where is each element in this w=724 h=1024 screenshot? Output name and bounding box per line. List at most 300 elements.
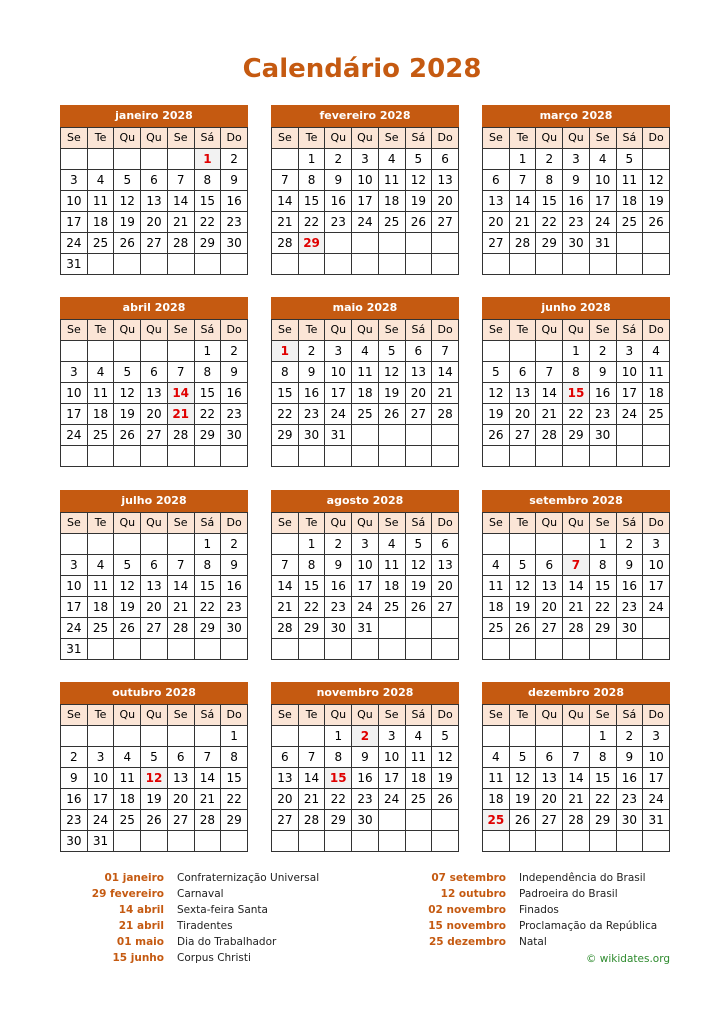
- day-cell: 3: [352, 149, 379, 170]
- holiday-name: Tiradentes: [177, 920, 233, 932]
- day-cell: 17: [325, 383, 352, 404]
- day-cell: 22: [298, 597, 325, 618]
- weekday-header: Sá: [616, 128, 643, 149]
- day-cell: 14: [272, 576, 299, 597]
- day-cell: 8: [589, 747, 616, 768]
- month-title: abril 2028: [60, 297, 248, 319]
- weekday-header: Qu: [563, 513, 590, 534]
- weekday-header: Se: [483, 705, 510, 726]
- day-cell: [114, 726, 141, 747]
- day-cell: 20: [483, 212, 510, 233]
- day-cell: 23: [352, 789, 379, 810]
- month-calendar: [60, 105, 248, 275]
- weekday-header: Qu: [536, 513, 563, 534]
- weekday-header: Sá: [616, 705, 643, 726]
- weekday-header: Se: [272, 128, 299, 149]
- day-cell: 23: [616, 789, 643, 810]
- day-cell: [483, 254, 510, 275]
- day-cell: [114, 446, 141, 467]
- day-cell: 30: [221, 425, 248, 446]
- day-cell: 22: [589, 789, 616, 810]
- month-calendar: [482, 105, 670, 275]
- day-cell: 11: [378, 555, 405, 576]
- day-cell: 22: [536, 212, 563, 233]
- day-cell: [405, 639, 432, 660]
- day-cell: [298, 831, 325, 852]
- weekday-header: Te: [298, 128, 325, 149]
- holiday-name: Sexta-feira Santa: [177, 904, 268, 916]
- day-cell: 15: [298, 191, 325, 212]
- day-cell: 28: [167, 618, 194, 639]
- day-cell: 9: [616, 747, 643, 768]
- day-cell: [114, 639, 141, 660]
- weekday-header: Qu: [352, 513, 379, 534]
- day-cell: 8: [221, 747, 248, 768]
- day-cell: [194, 254, 221, 275]
- day-cell: 8: [536, 170, 563, 191]
- weekday-header: Se: [61, 128, 88, 149]
- day-cell: 31: [325, 425, 352, 446]
- weekday-header: Sá: [194, 705, 221, 726]
- weekday-header: Sá: [405, 705, 432, 726]
- day-cell: 5: [509, 747, 536, 768]
- day-cell: 2: [616, 534, 643, 555]
- weekday-header: Qu: [352, 128, 379, 149]
- day-cell: [141, 726, 168, 747]
- day-cell: [194, 639, 221, 660]
- day-cell: 29: [298, 618, 325, 639]
- day-cell: 10: [643, 555, 670, 576]
- day-cell: 14: [194, 768, 221, 789]
- day-cell: 3: [325, 341, 352, 362]
- day-cell: [378, 254, 405, 275]
- day-cell: 30: [221, 618, 248, 639]
- day-cell: 27: [483, 233, 510, 254]
- day-cell: [405, 618, 432, 639]
- day-cell: 4: [352, 341, 379, 362]
- month-table: [271, 319, 459, 467]
- month-calendar: [482, 490, 670, 660]
- day-cell: [114, 341, 141, 362]
- day-cell: 5: [483, 362, 510, 383]
- day-cell: 4: [643, 341, 670, 362]
- day-cell: 9: [221, 362, 248, 383]
- day-cell: [167, 254, 194, 275]
- day-cell: 24: [352, 212, 379, 233]
- day-cell: 26: [643, 212, 670, 233]
- month-title: janeiro 2028: [60, 105, 248, 127]
- day-cell: 3: [61, 555, 88, 576]
- day-cell: [167, 341, 194, 362]
- day-cell: 23: [563, 212, 590, 233]
- month-calendar: [271, 105, 459, 275]
- day-cell: [378, 831, 405, 852]
- weekday-header: Qu: [563, 128, 590, 149]
- day-cell: [616, 254, 643, 275]
- day-cell: 28: [509, 233, 536, 254]
- day-cell: 15: [589, 768, 616, 789]
- holiday-name: Padroeira do Brasil: [519, 888, 618, 900]
- day-cell: 30: [298, 425, 325, 446]
- weekday-header: Sá: [405, 128, 432, 149]
- day-cell: [589, 446, 616, 467]
- day-cell: 23: [325, 597, 352, 618]
- day-cell: 12: [509, 768, 536, 789]
- day-cell: 13: [141, 383, 168, 404]
- day-cell: 21: [563, 597, 590, 618]
- day-cell: 2: [616, 726, 643, 747]
- month-title: junho 2028: [482, 297, 670, 319]
- day-cell: 12: [141, 768, 168, 789]
- day-cell: 25: [87, 233, 114, 254]
- day-cell: 28: [167, 425, 194, 446]
- day-cell: 2: [536, 149, 563, 170]
- day-cell: 11: [616, 170, 643, 191]
- day-cell: 20: [536, 597, 563, 618]
- day-cell: [405, 810, 432, 831]
- day-cell: 10: [616, 362, 643, 383]
- day-cell: 10: [61, 383, 88, 404]
- day-cell: 21: [272, 212, 299, 233]
- day-cell: 27: [536, 810, 563, 831]
- holiday-row: [0, 902, 724, 918]
- day-cell: 9: [325, 170, 352, 191]
- month-table: [482, 127, 670, 275]
- day-cell: 4: [589, 149, 616, 170]
- holiday-row: [0, 870, 724, 886]
- day-cell: [352, 831, 379, 852]
- day-cell: 4: [378, 534, 405, 555]
- day-cell: [352, 425, 379, 446]
- day-cell: 13: [536, 768, 563, 789]
- day-cell: 8: [298, 170, 325, 191]
- day-cell: 20: [536, 789, 563, 810]
- day-cell: 17: [61, 404, 88, 425]
- day-cell: 12: [114, 191, 141, 212]
- holiday-date: 02 novembro: [428, 904, 506, 916]
- day-cell: 7: [536, 362, 563, 383]
- day-cell: [194, 446, 221, 467]
- day-cell: [221, 446, 248, 467]
- day-cell: 26: [509, 618, 536, 639]
- day-cell: 26: [483, 425, 510, 446]
- day-cell: 9: [298, 362, 325, 383]
- day-cell: 14: [432, 362, 459, 383]
- day-cell: 5: [405, 534, 432, 555]
- month-calendar: [60, 490, 248, 660]
- day-cell: [221, 831, 248, 852]
- weekday-header: Te: [509, 128, 536, 149]
- day-cell: [589, 254, 616, 275]
- day-cell: 18: [483, 597, 510, 618]
- day-cell: 5: [114, 362, 141, 383]
- day-cell: 12: [405, 170, 432, 191]
- day-cell: 31: [643, 810, 670, 831]
- day-cell: 17: [61, 212, 88, 233]
- day-cell: 29: [325, 810, 352, 831]
- day-cell: 29: [589, 810, 616, 831]
- day-cell: 29: [298, 233, 325, 254]
- month-calendar: [271, 297, 459, 467]
- month-table: [271, 704, 459, 852]
- month-table: [482, 704, 670, 852]
- month-table: [60, 127, 248, 275]
- day-cell: [432, 639, 459, 660]
- day-cell: 20: [509, 404, 536, 425]
- day-cell: [352, 446, 379, 467]
- day-cell: 15: [325, 768, 352, 789]
- day-cell: 8: [325, 747, 352, 768]
- day-cell: [352, 254, 379, 275]
- day-cell: 19: [114, 212, 141, 233]
- day-cell: 9: [221, 170, 248, 191]
- month-title: maio 2028: [271, 297, 459, 319]
- day-cell: 1: [589, 534, 616, 555]
- day-cell: 21: [536, 404, 563, 425]
- day-cell: 25: [114, 810, 141, 831]
- day-cell: 19: [509, 789, 536, 810]
- day-cell: 11: [87, 191, 114, 212]
- day-cell: 25: [643, 404, 670, 425]
- day-cell: 4: [378, 149, 405, 170]
- weekday-header: Qu: [141, 705, 168, 726]
- day-cell: [167, 831, 194, 852]
- day-cell: 5: [509, 555, 536, 576]
- day-cell: [536, 254, 563, 275]
- day-cell: 15: [221, 768, 248, 789]
- weekday-header: Do: [643, 705, 670, 726]
- day-cell: 14: [298, 768, 325, 789]
- day-cell: 22: [325, 789, 352, 810]
- holiday-name: Confraternização Universal: [177, 872, 320, 884]
- day-cell: 16: [221, 191, 248, 212]
- day-cell: [432, 233, 459, 254]
- day-cell: [194, 831, 221, 852]
- month-title: novembro 2028: [271, 682, 459, 704]
- day-cell: 25: [483, 810, 510, 831]
- day-cell: 19: [432, 768, 459, 789]
- day-cell: [61, 341, 88, 362]
- day-cell: 27: [141, 425, 168, 446]
- day-cell: [87, 639, 114, 660]
- day-cell: 28: [563, 810, 590, 831]
- weekday-header: Qu: [352, 320, 379, 341]
- weekday-header: Do: [221, 128, 248, 149]
- day-cell: [352, 233, 379, 254]
- day-cell: 24: [61, 425, 88, 446]
- day-cell: [114, 149, 141, 170]
- day-cell: [563, 726, 590, 747]
- holiday-name: Proclamação da República: [519, 920, 658, 932]
- day-cell: 29: [272, 425, 299, 446]
- weekday-header: Se: [167, 513, 194, 534]
- day-cell: [378, 233, 405, 254]
- day-cell: 26: [405, 597, 432, 618]
- day-cell: 13: [272, 768, 299, 789]
- day-cell: 4: [87, 362, 114, 383]
- weekday-header: Te: [87, 513, 114, 534]
- day-cell: 17: [87, 789, 114, 810]
- day-cell: 5: [432, 726, 459, 747]
- day-cell: 8: [298, 555, 325, 576]
- day-cell: [432, 425, 459, 446]
- holiday-date: 14 abril: [118, 904, 164, 916]
- day-cell: [432, 831, 459, 852]
- day-cell: 27: [272, 810, 299, 831]
- day-cell: 4: [87, 170, 114, 191]
- day-cell: [616, 639, 643, 660]
- day-cell: 20: [141, 404, 168, 425]
- weekday-header: Se: [483, 320, 510, 341]
- day-cell: [509, 254, 536, 275]
- day-cell: 5: [405, 149, 432, 170]
- day-cell: 24: [589, 212, 616, 233]
- day-cell: 25: [87, 618, 114, 639]
- day-cell: [589, 831, 616, 852]
- day-cell: 19: [114, 404, 141, 425]
- day-cell: [643, 831, 670, 852]
- day-cell: 28: [563, 618, 590, 639]
- day-cell: 7: [563, 555, 590, 576]
- month-calendar: [482, 297, 670, 467]
- day-cell: 11: [378, 170, 405, 191]
- weekday-header: Do: [432, 705, 459, 726]
- day-cell: 21: [194, 789, 221, 810]
- month-title: dezembro 2028: [482, 682, 670, 704]
- weekday-header: Se: [167, 128, 194, 149]
- day-cell: [483, 341, 510, 362]
- day-cell: 17: [589, 191, 616, 212]
- day-cell: 18: [87, 597, 114, 618]
- day-cell: 7: [272, 555, 299, 576]
- day-cell: 13: [509, 383, 536, 404]
- day-cell: 18: [483, 789, 510, 810]
- day-cell: 24: [616, 404, 643, 425]
- day-cell: 7: [298, 747, 325, 768]
- day-cell: [167, 446, 194, 467]
- holiday-name: Carnaval: [177, 888, 224, 900]
- day-cell: 12: [114, 383, 141, 404]
- day-cell: [405, 254, 432, 275]
- day-cell: 24: [643, 597, 670, 618]
- month-table: [60, 319, 248, 467]
- day-cell: 9: [352, 747, 379, 768]
- day-cell: 18: [643, 383, 670, 404]
- day-cell: [432, 254, 459, 275]
- weekday-header: Qu: [536, 128, 563, 149]
- holiday-row: [0, 886, 724, 902]
- day-cell: 3: [643, 726, 670, 747]
- day-cell: 19: [405, 576, 432, 597]
- day-cell: 20: [432, 191, 459, 212]
- day-cell: 10: [87, 768, 114, 789]
- day-cell: [405, 831, 432, 852]
- day-cell: [483, 534, 510, 555]
- weekday-header: Te: [87, 128, 114, 149]
- weekday-header: Se: [378, 320, 405, 341]
- holiday-date: 12 outubro: [440, 888, 506, 900]
- day-cell: [643, 149, 670, 170]
- day-cell: 10: [643, 747, 670, 768]
- day-cell: 10: [325, 362, 352, 383]
- day-cell: [643, 446, 670, 467]
- day-cell: 22: [563, 404, 590, 425]
- day-cell: 16: [563, 191, 590, 212]
- holiday-name: Finados: [519, 904, 559, 916]
- day-cell: 27: [509, 425, 536, 446]
- day-cell: [378, 618, 405, 639]
- day-cell: [141, 341, 168, 362]
- day-cell: 5: [114, 555, 141, 576]
- day-cell: 16: [325, 576, 352, 597]
- day-cell: 30: [221, 233, 248, 254]
- day-cell: [298, 726, 325, 747]
- month-table: [271, 512, 459, 660]
- day-cell: 11: [643, 362, 670, 383]
- day-cell: 29: [563, 425, 590, 446]
- month-table: [271, 127, 459, 275]
- day-cell: 15: [194, 191, 221, 212]
- day-cell: 7: [432, 341, 459, 362]
- day-cell: 1: [221, 726, 248, 747]
- weekday-header: Te: [509, 705, 536, 726]
- weekday-header: Do: [432, 128, 459, 149]
- day-cell: 12: [378, 362, 405, 383]
- day-cell: 15: [563, 383, 590, 404]
- day-cell: 3: [643, 534, 670, 555]
- day-cell: 27: [405, 404, 432, 425]
- day-cell: 1: [509, 149, 536, 170]
- day-cell: 18: [352, 383, 379, 404]
- day-cell: 31: [61, 254, 88, 275]
- day-cell: 6: [509, 362, 536, 383]
- weekday-header: Se: [378, 513, 405, 534]
- weekday-header: Do: [432, 513, 459, 534]
- day-cell: 11: [87, 576, 114, 597]
- month-title: março 2028: [482, 105, 670, 127]
- day-cell: 13: [432, 555, 459, 576]
- footer-credit[interactable]: © wikidates.org: [585, 953, 670, 965]
- day-cell: 1: [589, 726, 616, 747]
- day-cell: [61, 726, 88, 747]
- weekday-header: Qu: [325, 513, 352, 534]
- weekday-header: Te: [298, 513, 325, 534]
- day-cell: 23: [221, 597, 248, 618]
- day-cell: 7: [167, 362, 194, 383]
- holiday-date: 21 abril: [118, 920, 164, 932]
- weekday-header: Te: [298, 705, 325, 726]
- day-cell: 3: [61, 170, 88, 191]
- day-cell: 29: [194, 425, 221, 446]
- day-cell: 15: [194, 576, 221, 597]
- day-cell: 28: [536, 425, 563, 446]
- day-cell: 22: [194, 404, 221, 425]
- weekday-header: Se: [61, 705, 88, 726]
- day-cell: [141, 831, 168, 852]
- day-cell: [378, 810, 405, 831]
- day-cell: 17: [643, 576, 670, 597]
- month-calendar: [60, 297, 248, 467]
- day-cell: 26: [114, 233, 141, 254]
- day-cell: 2: [61, 747, 88, 768]
- day-cell: [87, 149, 114, 170]
- day-cell: 27: [432, 212, 459, 233]
- day-cell: 20: [141, 597, 168, 618]
- day-cell: 30: [589, 425, 616, 446]
- day-cell: 18: [114, 789, 141, 810]
- month-table: [60, 512, 248, 660]
- day-cell: 10: [61, 576, 88, 597]
